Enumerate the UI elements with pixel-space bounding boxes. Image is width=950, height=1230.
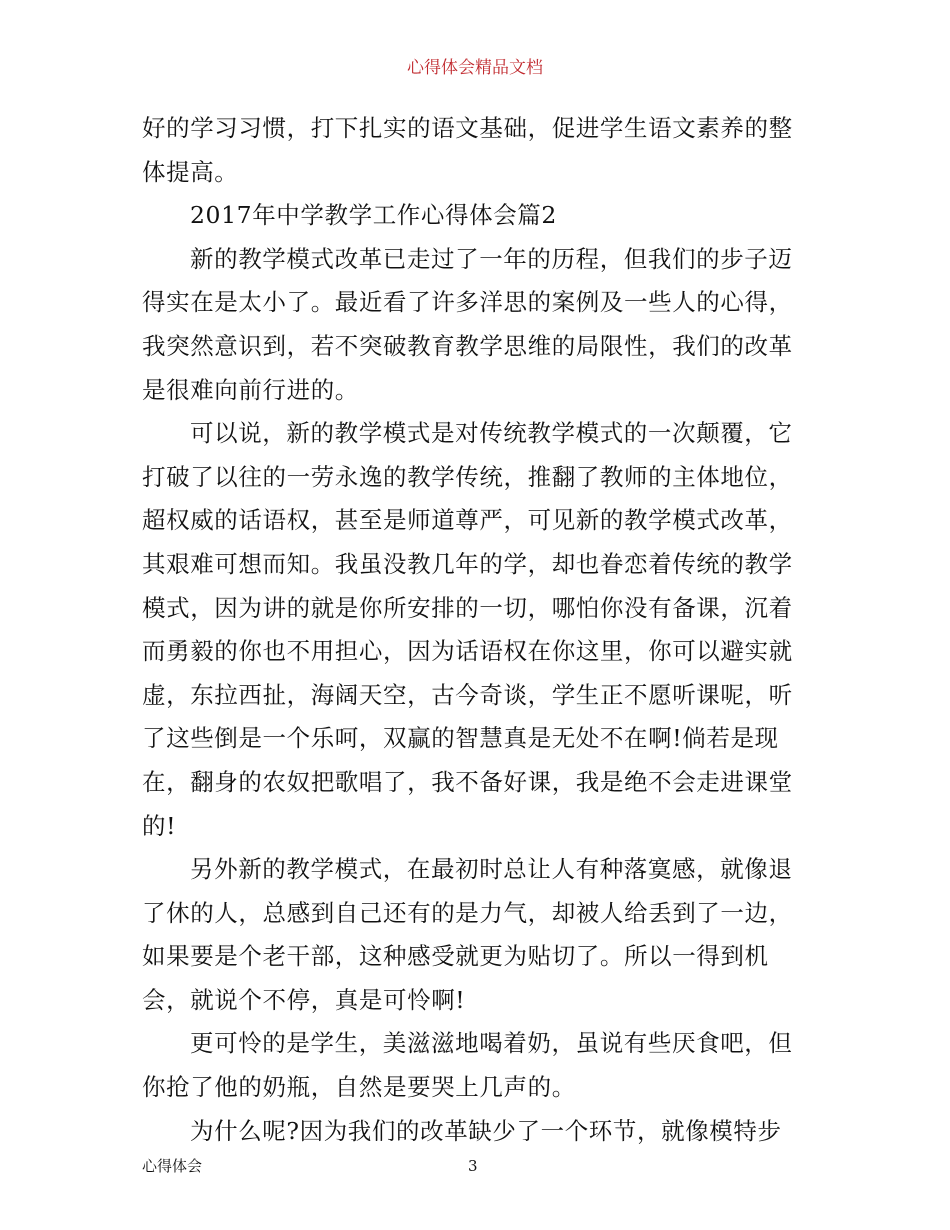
text-line: 会，就说个不停，真是可怜啊! [142, 985, 466, 1014]
text-line: 如果要是个老干部，这种感受就更为贴切了。所以一得到机 [142, 942, 769, 971]
text-line: 你抢了他的奶瓶，自然是要哭上几声的。 [142, 1073, 576, 1102]
text-line: 了这些倒是一个乐呵，双赢的智慧真是无处不在啊!倘若是现 [142, 724, 779, 753]
text-line: 可以说，新的教学模式是对传统教学模式的一次颠覆，它 [190, 419, 793, 448]
text-line: 为什么呢?因为我们的改革缺少了一个环节，就像模特步 [190, 1116, 782, 1145]
section-heading: 2017年中学教学工作心得体会篇2 [190, 201, 557, 230]
document-body [142, 107, 812, 1153]
text-line: 的! [142, 811, 177, 840]
page-header-title: 心得体会精品文档 [407, 58, 543, 78]
text-line: 新的教学模式改革已走过了一年的历程，但我们的步子迈 [190, 244, 793, 273]
page-number: 3 [468, 1157, 478, 1175]
text-line: 超权威的话语权，甚至是师道尊严，可见新的教学模式改革， [142, 506, 793, 535]
text-line: 在，翻身的农奴把歌唱了，我不备好课，我是绝不会走进课堂 [142, 767, 793, 796]
text-line: 得实在是太小了。最近看了许多洋思的案例及一些人的心得， [142, 288, 793, 317]
text-line: 体提高。 [142, 157, 239, 186]
text-line: 而勇毅的你也不用担心，因为话语权在你这里，你可以避实就 [142, 637, 793, 666]
text-line: 其艰难可想而知。我虽没教几年的学，却也眷恋着传统的教学 [142, 549, 793, 578]
text-line: 是很难向前行进的。 [142, 375, 359, 404]
text-line: 打破了以往的一劳永逸的教学传统，推翻了教师的主体地位， [142, 462, 793, 491]
text-line: 了休的人，总感到自己还有的是力气，却被人给丢到了一边， [142, 898, 793, 927]
text-line: 模式，因为讲的就是你所安排的一切，哪怕你没有备课，沉着 [142, 593, 793, 622]
text-line: 好的学习习惯，打下扎实的语文基础，促进学生语文素养的整 [142, 114, 793, 142]
text-line: 我突然意识到，若不突破教育教学思维的局限性，我们的改革 [142, 331, 793, 360]
text-line: 另外新的教学模式，在最初时总让人有种落寞感，就像退 [190, 855, 793, 884]
text-line: 虚，东拉西扯，海阔天空，古今奇谈，学生正不愿听课呢，听 [142, 680, 793, 709]
text-line: 更可怜的是学生，美滋滋地喝着奶，虽说有些厌食吧，但 [190, 1029, 793, 1058]
footer-label: 心得体会 [142, 1157, 203, 1175]
